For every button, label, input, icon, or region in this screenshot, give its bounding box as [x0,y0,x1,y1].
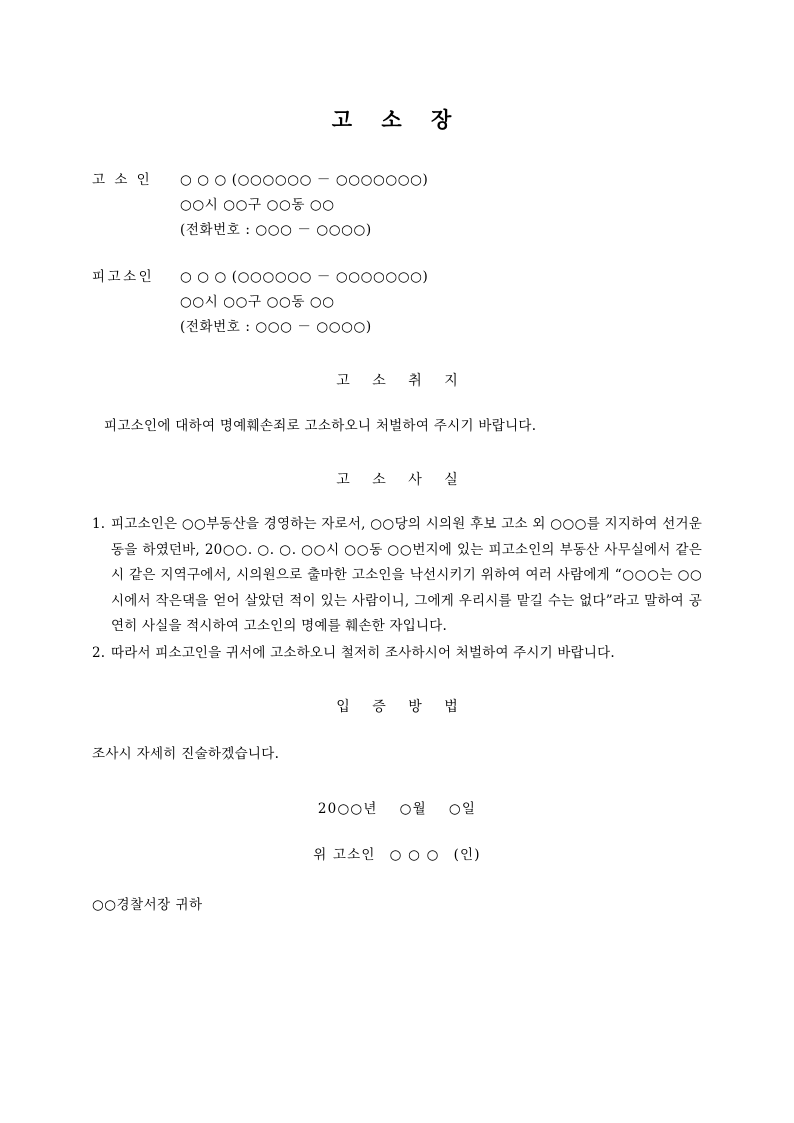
list-item-text: 피고소인은 ○○부동산을 경영하는 자로서, ○○당의 시의원 후보 고소 외 ○○○를 지지하여 선거운동을 하였던바, 20○○. ○. ○. ○○시 ○○동 ○○번지에 있는 피고소인의 부동산 사무실에서 같은 시 같은 지역구에서, 시의원으로 출마한 고소인을 낙선시키기 위하여 여러 사람에게 “○○○는 ○○시에서 작은댁을 얻어 살았던 적이 있는 사람이니, 그에게 우리시를 맡길 수는 없다”라고 말하여 공연히 사실을 적시하여 고소인의 명예를 훼손한 자입니다. [111,516,702,634]
evidence-text: 조사시 자세히 진술하겠습니다. [92,746,280,762]
signature-name: ○ ○ ○ [389,847,440,863]
complainant-block [0,168,794,243]
list-item [92,512,702,640]
accused-address: ○○시 ○○구 ○○동 ○○ [180,294,335,310]
list-item-text: 따라서 피소고인을 귀서에 고소하오니 철저히 조사하시어 처벌하여 주시기 바랍니다. [111,644,615,661]
accused-block [0,265,794,340]
signature-seal: (인) [453,847,481,863]
accused-name-id: ○ ○ ○ (○○○○○○ － ○○○○○○○) [180,269,429,285]
accused-label: 피고소인 [92,269,155,285]
complainant-phone: (전화번호 : ○○○ － ○○○○) [180,222,372,238]
complainant-name-id: ○ ○ ○ (○○○○○○ － ○○○○○○○) [180,172,429,188]
date-line [0,797,794,817]
date-year: 20○○년 [317,801,378,817]
evidence-heading: 입 증 방 법 [336,699,467,715]
list-item-number: 2. [92,644,106,661]
complainant-address: ○○시 ○○구 ○○동 ○○ [180,197,335,213]
date-month: ○월 [399,801,427,817]
date-day: ○일 [448,801,477,817]
signature-prefix: 위 고소인 [313,847,376,863]
facts-list [0,512,794,666]
facts-heading: 고 소 사 실 [336,472,467,488]
signature-line [0,843,794,863]
addressee: ○○경찰서장 귀하 [92,897,203,913]
complainant-name-row [92,168,794,193]
list-item-number: 1. [92,516,106,532]
purpose-text: 피고소인에 대하여 명예훼손죄로 고소하오니 처벌하여 주시기 바랍니다. [104,418,537,434]
accused-name-row [92,265,794,290]
complainant-label: 고 소 인 [92,172,153,188]
page-title: 고 소 장 [331,107,463,132]
list-item [92,641,702,667]
accused-phone: (전화번호 : ○○○ － ○○○○) [180,319,372,335]
purpose-heading: 고 소 취 지 [336,373,467,389]
